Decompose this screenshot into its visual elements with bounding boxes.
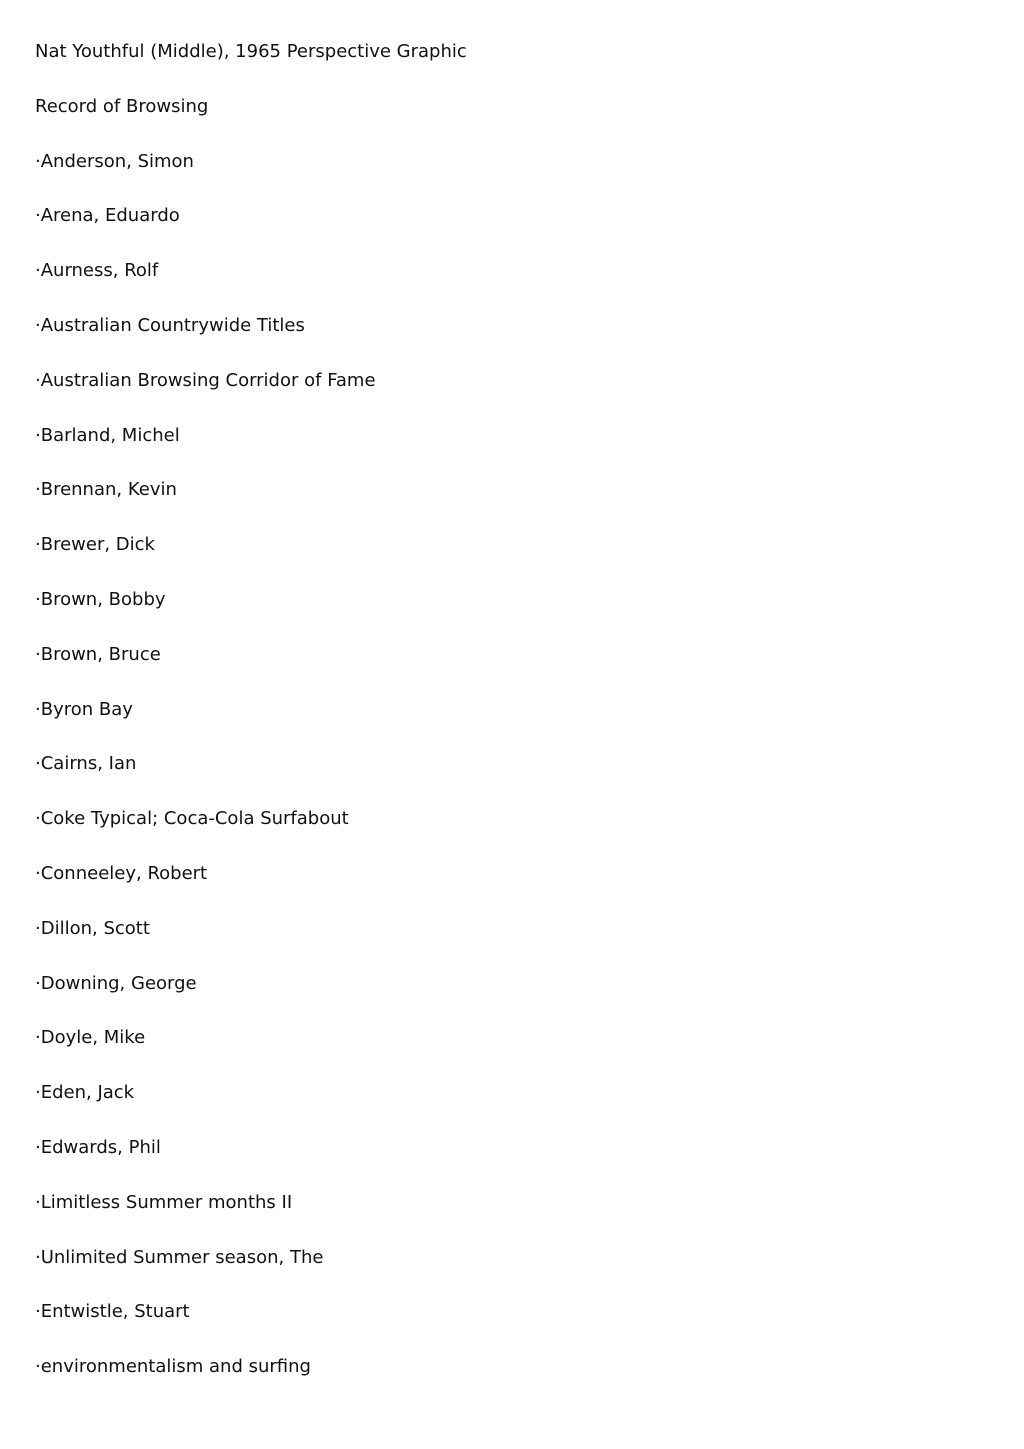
list-item: ·Edwards, Phil — [35, 1136, 161, 1158]
list-item: ·Cairns, Ian — [35, 753, 137, 775]
list-item: ·Eden, Jack — [35, 1082, 135, 1104]
list-item: ·Conneeley, Robert — [35, 862, 208, 884]
document-subtitle: Record of Browsing — [35, 95, 209, 117]
list-item: ·Australian Countrywide Titles — [35, 314, 305, 336]
list-item: ·Brewer, Dick — [35, 534, 155, 556]
list-item: ·Coke Typical; Coca-Cola Surfabout — [35, 808, 349, 830]
list-item: ·Dillon, Scott — [35, 917, 150, 939]
list-item: ·Brennan, Kevin — [35, 479, 177, 501]
list-item: ·Barland, Michel — [35, 424, 180, 446]
list-item: ·Brown, Bobby — [35, 588, 166, 610]
list-item: ·Anderson, Simon — [35, 150, 194, 172]
list-item: ·Downing, George — [35, 972, 197, 994]
list-item: ·Unlimited Summer season, The — [35, 1246, 324, 1268]
list-item: ·Aurness, Rolf — [35, 260, 159, 282]
list-item: ·Byron Bay — [35, 698, 133, 720]
list-item: ·Australian Browsing Corridor of Fame — [35, 369, 376, 391]
list-item: ·Doyle, Mike — [35, 1027, 146, 1049]
list-item: ·Entwistle, Stuart — [35, 1301, 190, 1323]
document-title: Nat Youthful (Middle), 1965 Perspective Graphic — [35, 41, 467, 62]
list-item: ·environmentalism and surfing — [35, 1356, 311, 1378]
list-item: ·Brown, Bruce — [35, 643, 161, 665]
document-page — [35, 40, 995, 1410]
list-item: ·Limitless Summer months II — [35, 1191, 293, 1213]
list-item: ·Arena, Eduardo — [35, 205, 180, 227]
